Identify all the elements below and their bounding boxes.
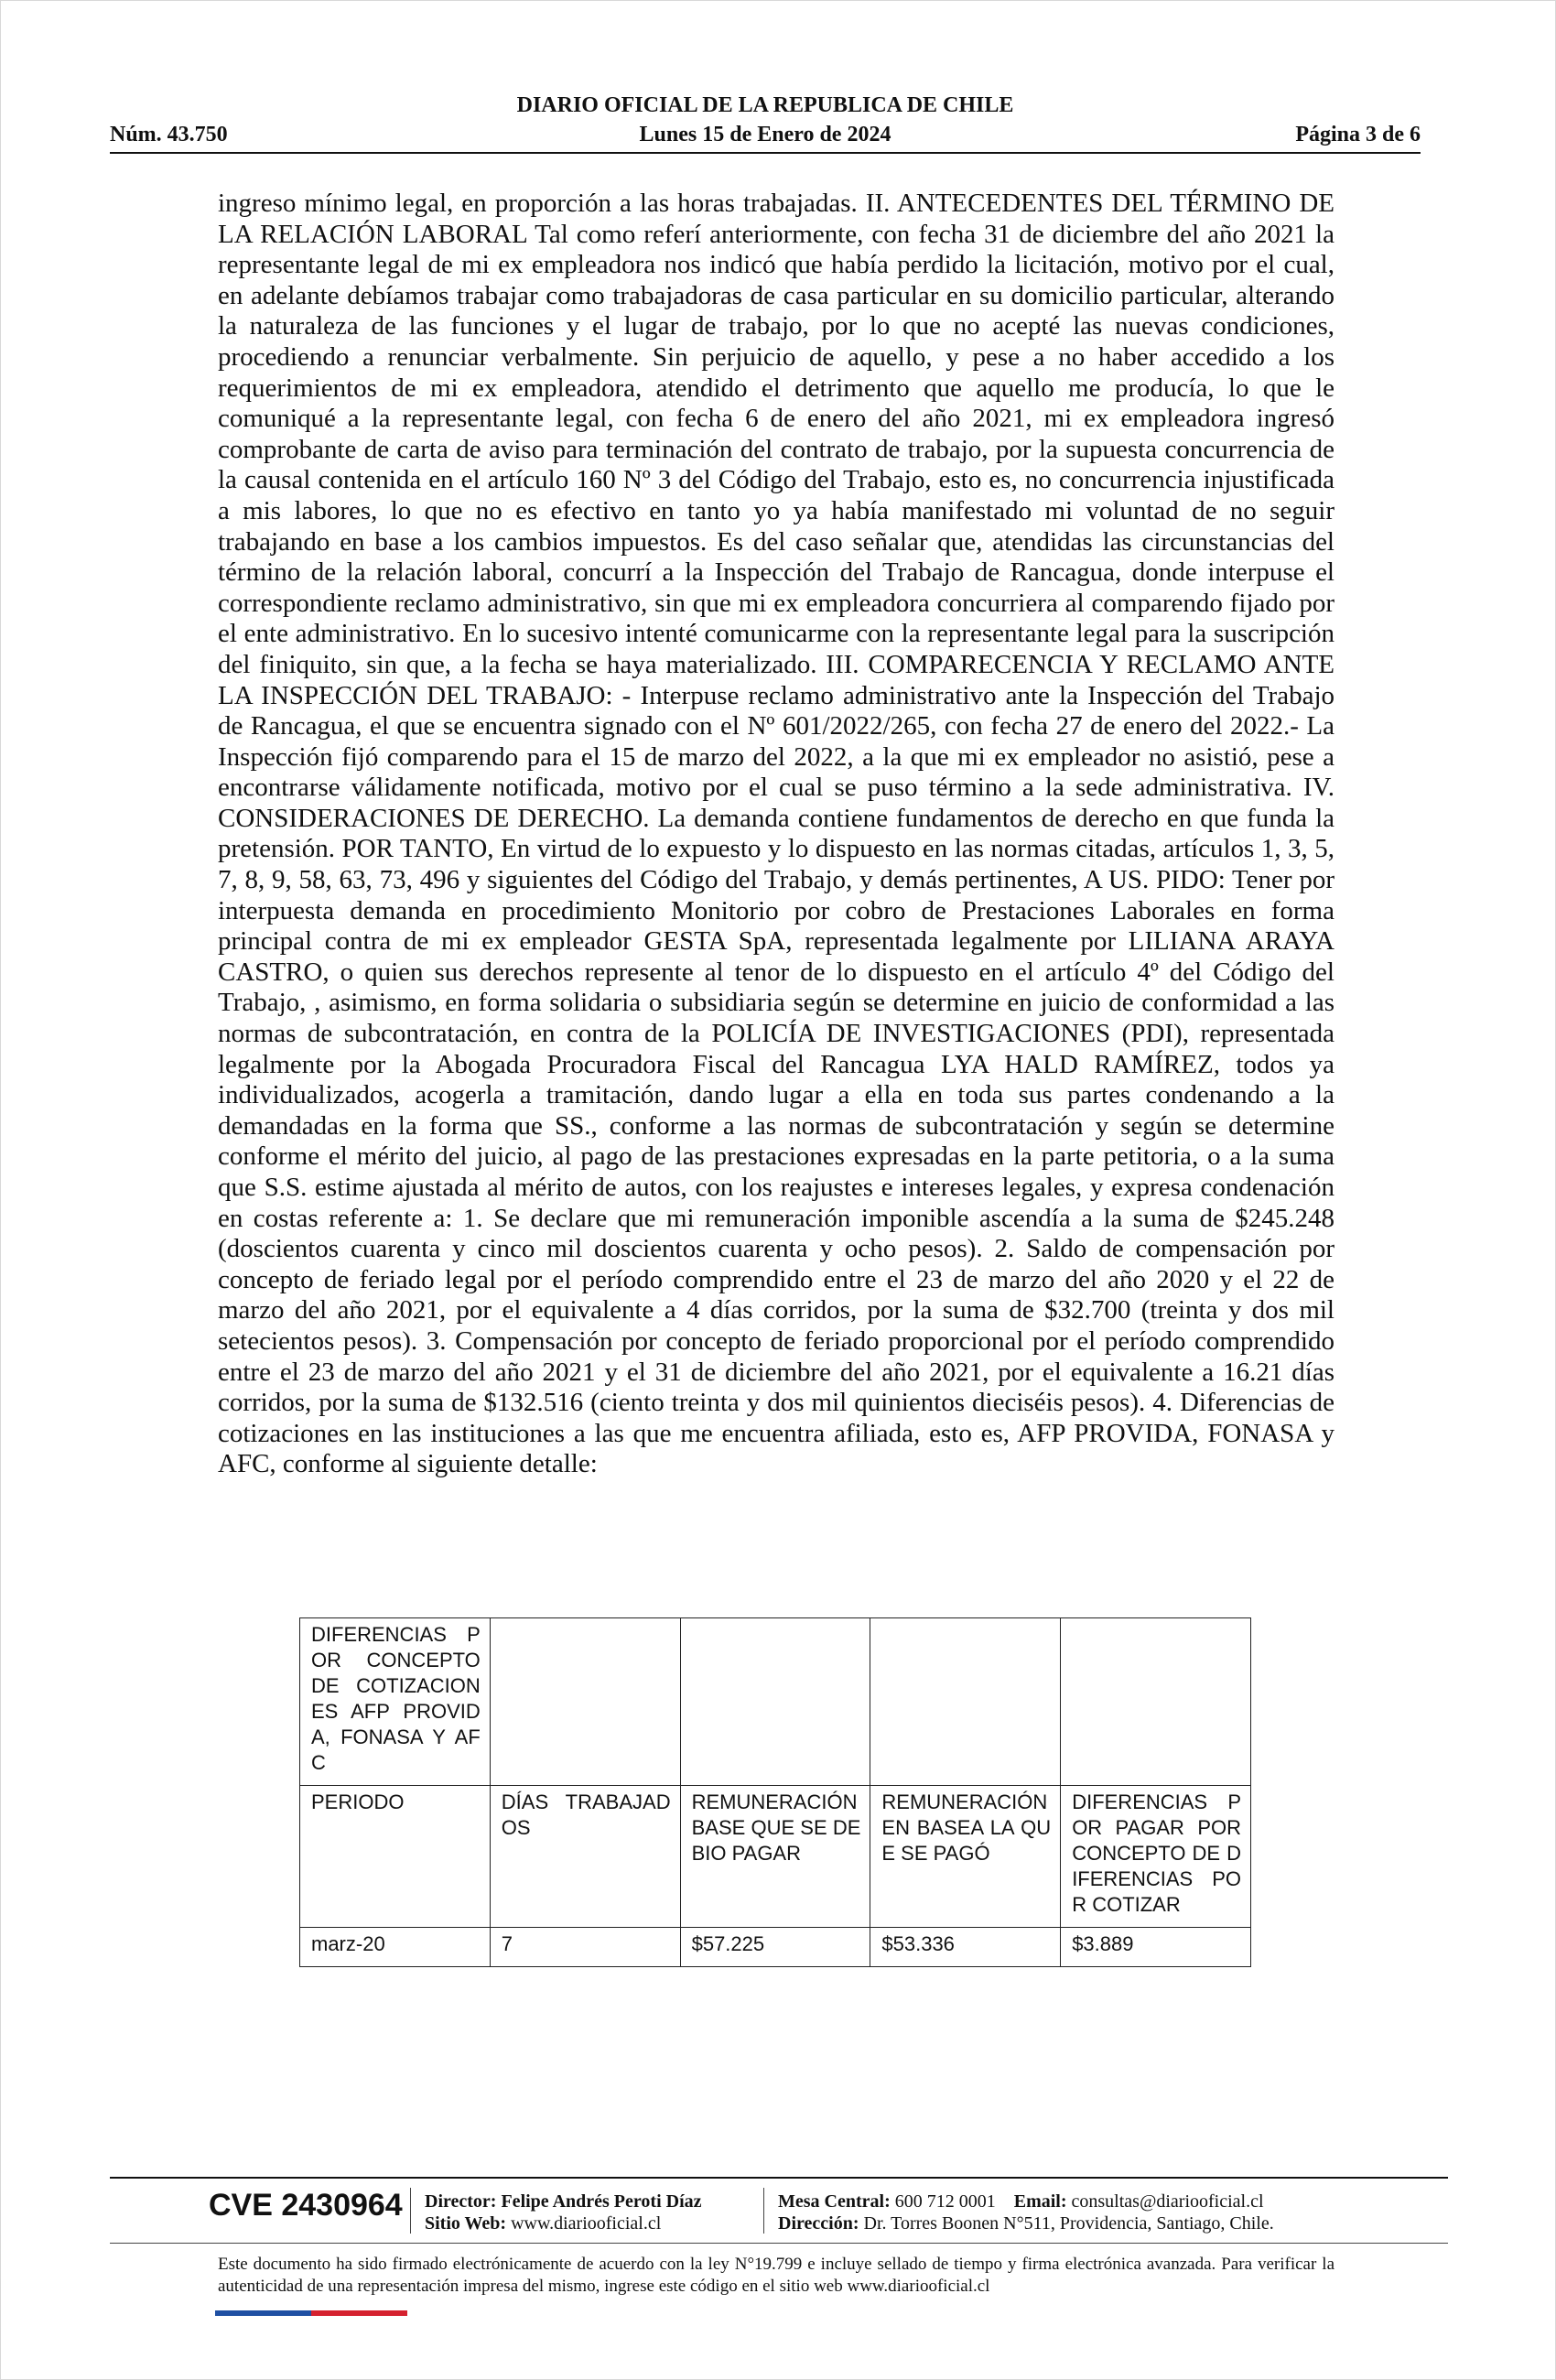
table-cell: 7 (490, 1928, 680, 1967)
flag-blue-stripe (215, 2310, 311, 2316)
flag-bar (215, 2310, 407, 2316)
table-cell: $3.889 (1061, 1928, 1251, 1967)
phone-number: 600 712 0001 (894, 2191, 996, 2212)
flag-red-stripe (311, 2310, 407, 2316)
footer-separator (410, 2188, 411, 2234)
column-header: PERIODO (300, 1786, 491, 1928)
table-title-row (300, 1618, 1251, 1786)
address: Dr. Torres Boonen N°511, Providencia, Santiago, Chile. (863, 2213, 1274, 2234)
footer-contact-block: Mesa Central: 600 712 0001 Email: consultas@diariooficial.cl Dirección: Dr. Torres Boonen N°511, Providencia, Santiago, Chile. (778, 2191, 1274, 2234)
column-header: DIFERENCIAS POR PAGAR POR CONCEPTO DE DIFERENCIAS POR COTIZAR (1061, 1786, 1251, 1928)
cve-code: CVE 2430964 (209, 2188, 403, 2223)
table-cell: $57.225 (680, 1928, 870, 1967)
page-indicator: Página 3 de 6 (1295, 123, 1421, 146)
table-cell: $53.336 (870, 1928, 1061, 1967)
director-name: Felipe Andrés Peroti Díaz (501, 2191, 702, 2212)
website-link[interactable]: www.diariooficial.cl (511, 2213, 662, 2234)
table-row (300, 1928, 1251, 1967)
footer-divider-bottom (110, 2243, 1448, 2244)
footer-director-block: Director: Felipe Andrés Peroti Díaz Sitio Web: www.diariooficial.cl (425, 2191, 702, 2234)
issue-date: Lunes 15 de Enero de 2024 (639, 123, 891, 146)
header-divider (110, 152, 1421, 154)
column-header: REMUNERACIÓN BASE QUE SE DEBIO PAGAR (680, 1786, 870, 1928)
signature-note: Este documento ha sido firmado electrónicamente de acuerdo con la ley N°19.799 e incluye sellado de tiempo y firma electrónica avanzada. Para verificar la autenticidad de una representación impresa del mismo, ingrese este código en el sitio web www.diariooficial.cl (218, 2255, 1334, 2296)
issue-number: Núm. 43.750 (110, 123, 228, 146)
publication-title: DIARIO OFICIAL DE LA REPUBLICA DE CHILE (516, 93, 1014, 117)
table-cell: marz-20 (300, 1928, 491, 1967)
column-header: DÍAS TRABAJADOS (490, 1786, 680, 1928)
email-link[interactable]: consultas@diariooficial.cl (1071, 2191, 1264, 2212)
table-header-row (300, 1786, 1251, 1928)
footer-separator (763, 2188, 764, 2234)
column-header: REMUNERACIÓN EN BASEA LA QUE SE PAGÓ (870, 1786, 1061, 1928)
table-title: DIFERENCIAS POR CONCEPTO DE COTIZACIONES AFP PROVIDA, FONASA Y AFC (300, 1618, 491, 1786)
document-body: ingreso mínimo legal, en proporción a las horas trabajadas. II. ANTECEDENTES DEL TÉRMINO DE LA RELACIÓN LABORAL Tal como referí anteriormente, con fecha 31 de diciembre del año 2021 la representante legal de mi ex empleadora nos indicó que había perdido la licitación, motivo por el cual, en adelante debíamos trabajar como trabajadoras de casa particular en su domicilio particular, alterando la naturaleza de las funciones y el lugar de trabajo, por lo que no acepté las nuevas condiciones, procediendo a renunciar verbalmente. Sin perjuicio de aquello, y pese a no haber accedido a los requerimientos de mi ex empleadora, atendido el detrimento que aquello me producía, lo que le comuniqué a la representante legal, con fecha 6 de enero del año 2021, mi ex empleadora ingresó comprobante de carta de aviso para terminación del contrato de trabajo, por la supuesta concurrencia de la causal contenida en el artículo 160 Nº 3 del Código del Trabajo, esto es, no concurrencia injustificada a mis labores, lo que no es efectivo en tanto yo ya había manifestado mi voluntad de no seguir trabajando en base a los cambios impuestos. Es del caso señalar que, atendidas las circunstancias del término de la relación laboral, concurrí a la Inspección del Trabajo de Rancagua, donde interpuse el correspondiente reclamo administrativo, sin que mi ex empleadora concurriera al comparendo fijado por el ente administrativo. En lo sucesivo intenté comunicarme con la representante legal para la suscripción del finiquito, sin que, a la fecha se haya materializado. III. COMPARECENCIA Y RECLAMO ANTE LA INSPECCIÓN DEL TRABAJO: - Interpuse reclamo administrativo ante la Inspección del Trabajo de Rancagua, el que se encuentra signado con el Nº 601/2022/265, con fecha 27 de enero del 2022.- La Inspección fijó comparendo para el 15 de marzo del 2022, a la que mi ex empleador no asistió, pese a encontrarse válidamente notificada, motivo por el cual se puso término a la sede administrativa. IV. CONSIDERACIONES DE DERECHO. La demanda contiene fundamentos de derecho en que funda la pretensión. POR TANTO, En virtud de lo expuesto y lo dispuesto en las normas citadas, artículos 1, 3, 5, 7, 8, 9, 58, 63, 73, 496 y siguientes del Código del Trabajo, y demás pertinentes, A US. PIDO: Tener por interpuesta demanda en procedimiento Monitorio por cobro de Prestaciones Laborales en forma principal contra de mi ex empleador GESTA SpA, representada legalmente por LILIANA ARAYA CASTRO, o quien sus derechos represente al tenor de lo dispuesto en el artículo 4º del Código del Trabajo, , asimismo, en forma solidaria o subsidiaria según se determine en juicio de conformidad a las normas de subcontratación, en contra de la POLICÍA DE INVESTIGACIONES (PDI), representada legalmente por la Abogada Procuradora Fiscal del Rancagua LYA HALD RAMÍREZ, todos ya individualizados, acogerla a tramitación, dando lugar a ella en toda sus partes condenando a la demandadas en la forma que SS., conforme a las normas de subcontratación y según se determine conforme el mérito del juicio, al pago de las prestaciones expresadas en la parte petitoria, o a la suma que S.S. estime ajustada al mérito de autos, con los reajustes e intereses legales, y expresa condenación en costas referente a: 1. Se declare que mi remuneración imponible ascendía a la suma de $245.248 (doscientos cuarenta y cinco mil doscientos cuarenta y ocho pesos). 2. Saldo de compensación por concepto de feriado legal por el período comprendido entre el 23 de marzo del año 2020 y el 22 de marzo del año 2021, por el equivalente a 4 días corridos, por la suma de $32.700 (treinta y dos mil setecientos pesos). 3. Compensación por concepto de feriado proporcional por el período comprendido entre el 23 de marzo del año 2021 y el 31 de diciembre del año 2021, por el equivalente a 16.21 días corridos, por la suma de $132.516 (ciento treinta y dos mil quinientos dieciséis pesos). 4. Diferencias de cotizaciones en las instituciones a las que me encuentra afiliada, esto es, AFP PROVIDA, FONASA y AFC, conforme al siguiente detalle: (218, 189, 1334, 1479)
contributions-table (299, 1617, 1251, 1967)
footer-divider (110, 2177, 1448, 2179)
page-header (110, 93, 1421, 150)
